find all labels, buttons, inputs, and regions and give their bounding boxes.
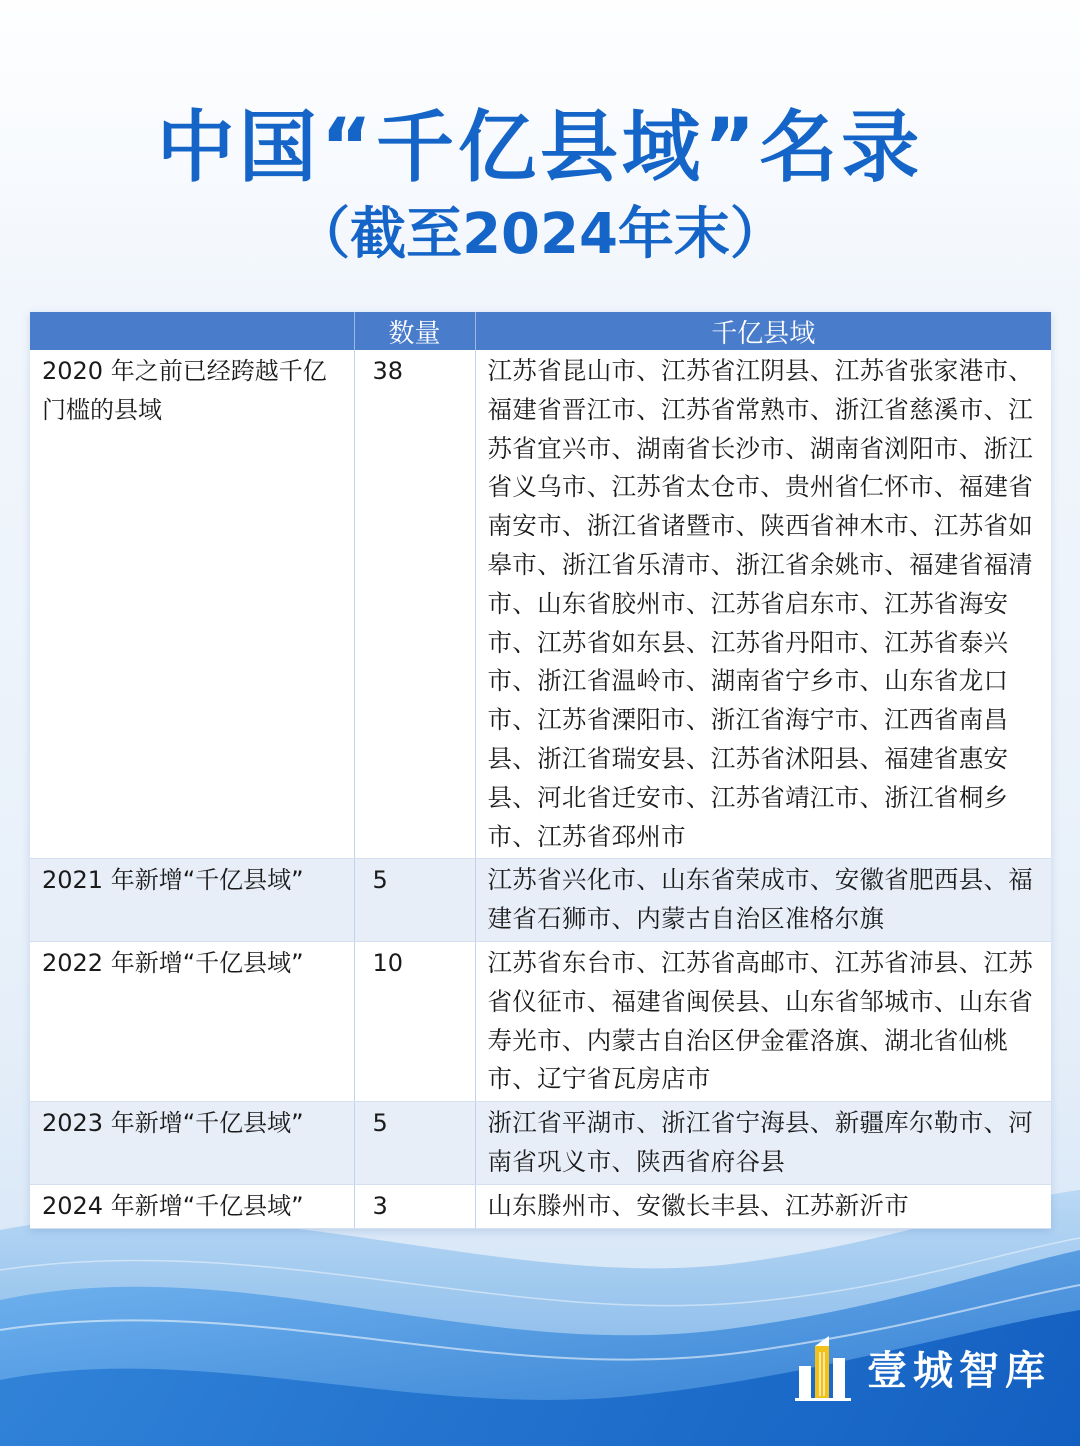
table-row <box>30 350 1051 859</box>
header-period <box>30 312 354 350</box>
header <box>0 100 1080 272</box>
row-count: 5 <box>354 859 475 942</box>
page-title: 中国“千亿县域”名录 <box>156 103 924 193</box>
brand-name: 壹城智库 <box>867 1348 1051 1394</box>
row-count: 10 <box>354 941 475 1101</box>
row-period: 2024 年新增“千亿县域” <box>30 1184 354 1228</box>
row-period: 2023 年新增“千亿县域” <box>30 1102 354 1185</box>
brand-logo <box>795 1332 1051 1412</box>
table-row <box>30 859 1051 942</box>
table-header-row <box>30 312 1051 350</box>
row-period: 2022 年新增“千亿县域” <box>30 941 354 1101</box>
page-subtitle: （截至2024年末） <box>294 202 786 267</box>
row-counties: 江苏省兴化市、山东省荣成市、安徽省肥西县、福建省石狮市、内蒙古自治区准格尔旗 <box>475 859 1051 942</box>
row-count: 3 <box>354 1184 475 1228</box>
row-counties: 江苏省昆山市、江苏省江阴县、江苏省张家港市、福建省晋江市、江苏省常熟市、浙江省慈溪市、江苏省宜兴市、湖南省长沙市、湖南省浏阳市、浙江省义乌市、江苏省太仓市、贵州省仁怀市、福建省南安市、浙江省诸暨市、陕西省神木市、江苏省如皋市、浙江省乐清市、浙江省余姚市、福建省福清市、山东省胶州市、江苏省启东市、江苏省海安市、江苏省如东县、江苏省丹阳市、江苏省泰兴市、浙江省温岭市、湖南省宁乡市、山东省龙口市、江苏省溧阳市、浙江省海宁市、江西省南昌县、浙江省瑞安县、江苏省沭阳县、福建省惠安县、河北省迁安市、江苏省靖江市、浙江省桐乡市、江苏省邳州市 <box>475 350 1051 859</box>
row-count: 5 <box>354 1102 475 1185</box>
row-count: 38 <box>354 350 475 859</box>
building-logo-icon <box>795 1332 855 1404</box>
row-counties: 山东滕州市、安徽长丰县、江苏新沂市 <box>475 1184 1051 1228</box>
row-period: 2021 年新增“千亿县域” <box>30 859 354 942</box>
table-row <box>30 1184 1051 1228</box>
row-counties: 浙江省平湖市、浙江省宁海县、新疆库尔勒市、河南省巩义市、陕西省府谷县 <box>475 1102 1051 1185</box>
row-counties: 江苏省东台市、江苏省高邮市、江苏省沛县、江苏省仪征市、福建省闽侯县、山东省邹城市、山东省寿光市、内蒙古自治区伊金霍洛旗、湖北省仙桃市、辽宁省瓦房店市 <box>475 941 1051 1101</box>
table-row <box>30 1102 1051 1185</box>
row-period: 2020 年之前已经跨越千亿门槛的县域 <box>30 350 354 859</box>
header-count: 数量 <box>354 312 475 350</box>
table-row <box>30 941 1051 1101</box>
header-counties: 千亿县域 <box>475 312 1051 350</box>
county-table <box>30 312 1051 1229</box>
